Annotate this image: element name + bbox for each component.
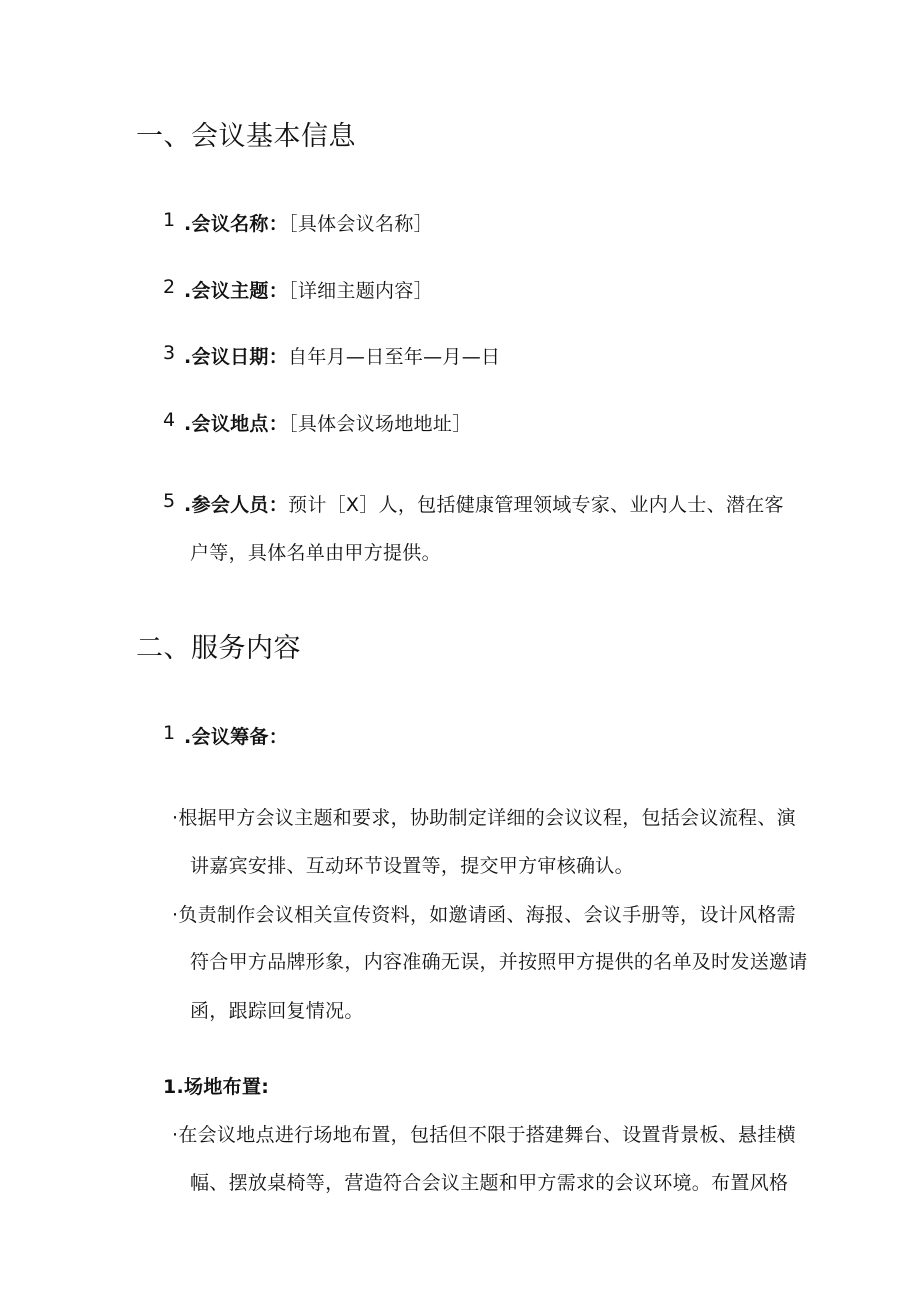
item-label: .会议日期：	[184, 346, 289, 368]
item-number: 5	[163, 490, 176, 512]
item-value-continued: 户等，具体名单由甲方提供。	[190, 542, 441, 564]
item-label: .会议地点：	[184, 413, 289, 435]
item-label: .参会人员：	[184, 494, 289, 516]
item-value: ［详细主题内容］	[288, 280, 433, 302]
item-value: 自年月—日至年—月—日	[288, 346, 501, 368]
item-number: 1	[163, 209, 176, 231]
item-value: 预计［X］人，包括健康管理领域专家、业内人士、潜在客	[288, 494, 784, 516]
item-value: ［具体会议场地地址］	[288, 413, 472, 435]
item-number: 2	[163, 276, 176, 298]
section-2-heading: 二、服务内容	[136, 633, 301, 664]
bullet-line: 讲嘉宾安排、互动环节设置等，提交甲方审核确认。	[190, 855, 634, 877]
item-number: 3	[163, 342, 176, 364]
item-label: .会议主题：	[184, 280, 289, 302]
bullet-line: 幅、摆放桌椅等，营造符合会议主题和甲方需求的会议环境。布置风格	[190, 1172, 789, 1194]
subsection-label: .会议筹备：	[184, 726, 289, 748]
bullet-line: ·负责制作会议相关宣传资料，如邀请函、海报、会议手册等，设计风格需	[172, 904, 796, 926]
bullet-line: ·在会议地点进行场地布置，包括但不限于搭建舞台、设置背景板、悬挂横	[172, 1124, 796, 1146]
bullet-line: 函，跟踪回复情况。	[190, 1000, 364, 1022]
item-value: ［具体会议名称］	[288, 213, 433, 235]
item-number: 1	[163, 722, 176, 744]
item-number: 4	[163, 409, 176, 431]
bullet-line: ·根据甲方会议主题和要求，协助制定详细的会议议程，包括会议流程、演	[172, 807, 796, 829]
item-label: .会议名称：	[184, 213, 289, 235]
subsection-label: 1.场地布置:	[163, 1076, 270, 1098]
bullet-line: 符合甲方品牌形象，内容准确无误，并按照甲方提供的名单及时发送邀请	[190, 951, 808, 973]
section-1-heading: 一、会议基本信息	[136, 121, 356, 152]
